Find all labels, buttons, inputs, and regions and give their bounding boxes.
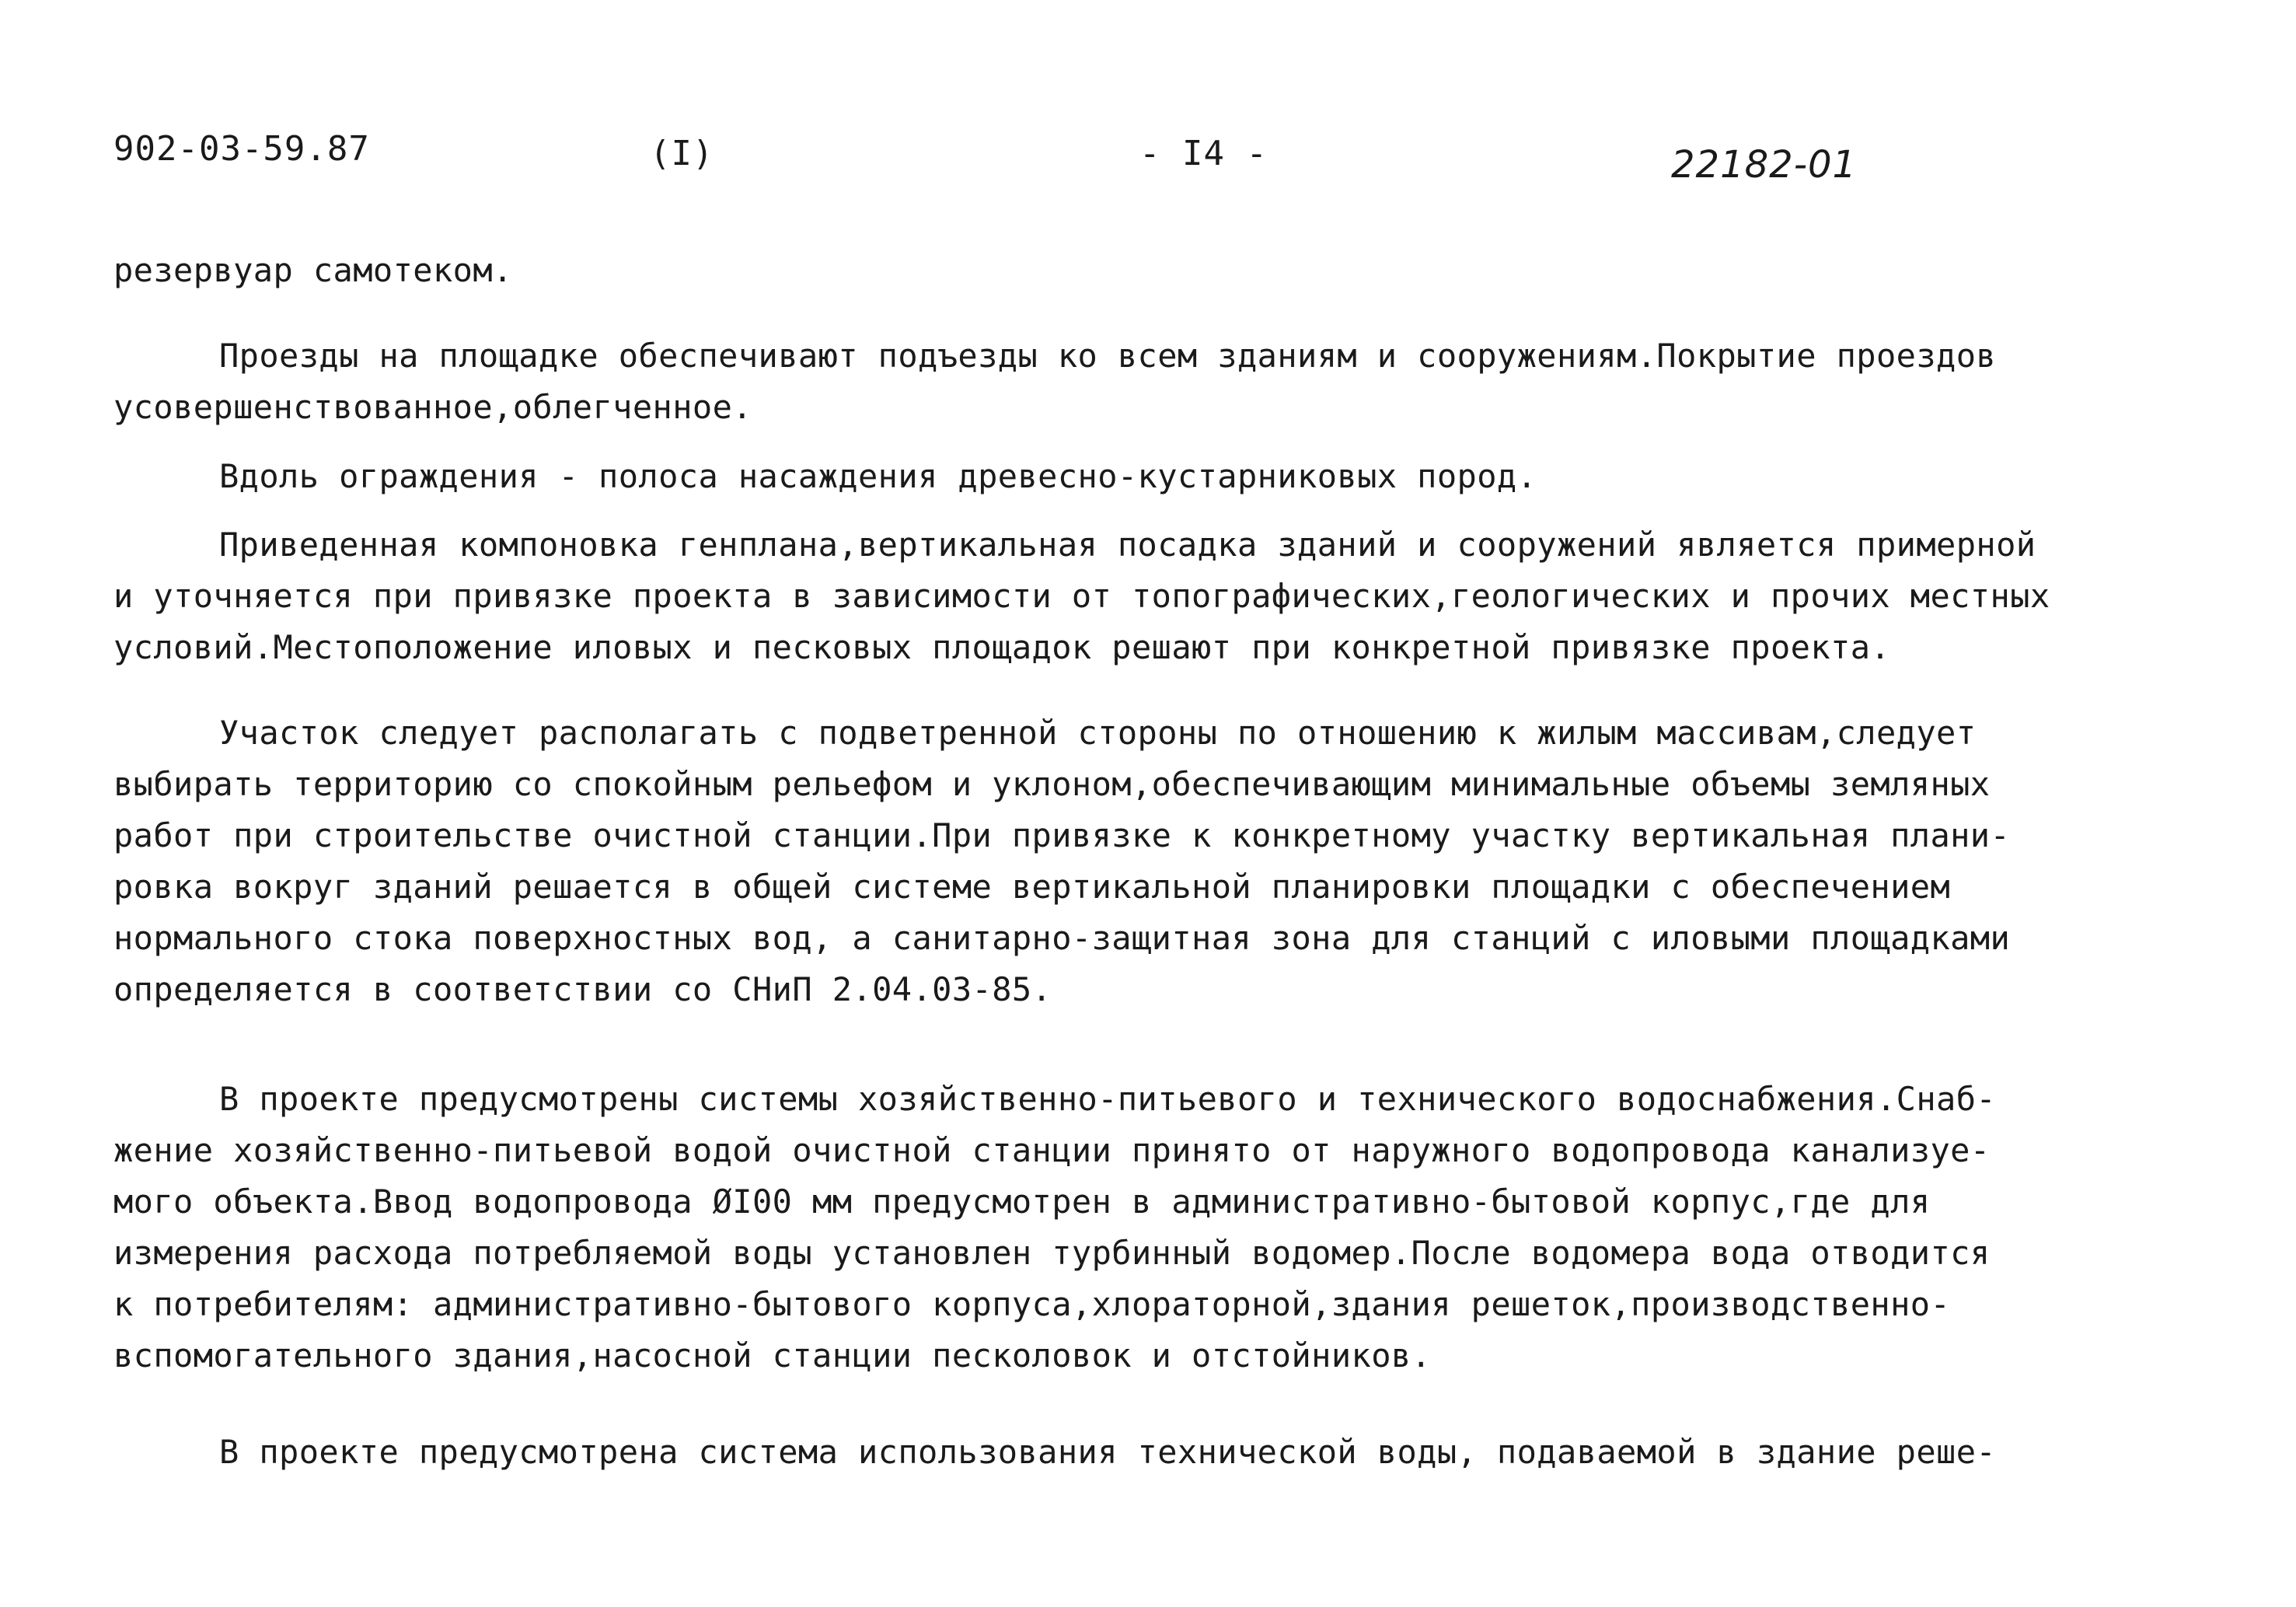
text-line: усовершенствованное,облегченное. xyxy=(113,388,752,426)
text-line: работ при строительстве очистной станции.При привязке к конкретному участку вертикальная плани- xyxy=(113,816,2011,854)
page-number: - I4 - xyxy=(1139,134,1268,173)
text-line: В проекте предусмотрены системы хозяйственно-питьевого и технического водоснабжения.Снаб- xyxy=(219,1080,1997,1118)
text-line: измерения расхода потребляемой воды установлен турбинный водомер.После водомера вода отводится xyxy=(113,1234,1991,1272)
text-line: жение хозяйственно-питьевой водой очистной станции принято от наружного водопровода канализуе- xyxy=(113,1131,1991,1169)
document-code: 902-03-59.87 xyxy=(113,129,370,169)
text-line: к потребителям: административно-бытового корпуса,хлораторной,здания решеток,производственно- xyxy=(113,1285,1951,1323)
text-line: определяется в соответствии со СНиП 2.04.03-85. xyxy=(113,970,1052,1008)
inventory-number: 22182-01 xyxy=(1671,143,1858,187)
part-number: (I) xyxy=(650,134,714,173)
text-line: выбирать территорию со спокойным рельефом и уклоном,обеспечивающим минимальные объемы земляных xyxy=(113,765,1991,803)
text-line: Приведенная компоновка генплана,вертикальная посадка зданий и сооружений является примерной xyxy=(219,526,2036,564)
text-line: вспомогательного здания,насосной станции песколовок и отстойников. xyxy=(113,1336,1432,1375)
text-line: Участок следует располагать с подветренной стороны по отношению к жилым массивам,следует xyxy=(219,714,1977,752)
text-line: В проекте предусмотрена система использования технической воды, подаваемой в здание реше- xyxy=(219,1433,1997,1471)
text-line: нормального стока поверхностных вод, а санитарно-защитная зона для станций с иловыми площадками xyxy=(113,919,2011,957)
text-line: и уточняется при привязке проекта в зависимости от топографических,геологических и прочих местных xyxy=(113,577,2050,615)
text-line: ровка вокруг зданий решается в общей системе вертикальной планировки площадки с обеспечением xyxy=(113,868,1951,906)
text-line: условий.Местоположение иловых и песковых площадок решают при конкретной привязке проекта. xyxy=(113,628,1891,666)
text-line: Вдоль ограждения - полоса насаждения древесно-кустарниковых пород. xyxy=(219,457,1537,495)
text-line: резервуар самотеком. xyxy=(113,251,513,289)
text-line: Проезды на площадке обеспечивают подъезды ко всем зданиям и сооружениям.Покрытие проездов xyxy=(219,337,1997,375)
text-line: мого объекта.Ввод водопровода ØI00 мм предусмотрен в административно-бытовой корпус,где для xyxy=(113,1183,1931,1221)
